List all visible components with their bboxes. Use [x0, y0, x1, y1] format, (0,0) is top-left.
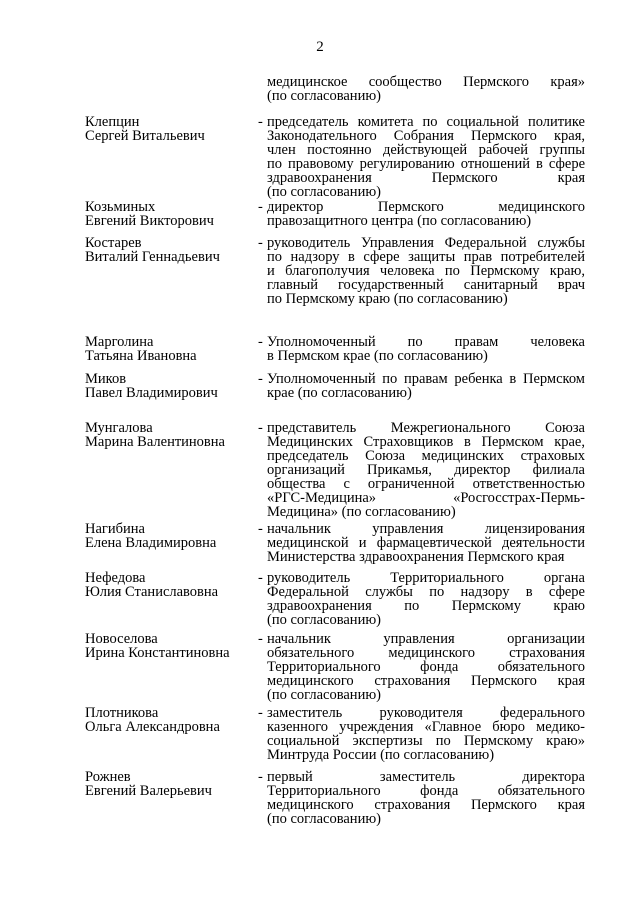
- dash-separator: -: [258, 114, 263, 130]
- text-line: правозащитного центра (по согласованию): [267, 213, 532, 229]
- text-line: общества с ограниченной ответственностью: [267, 476, 585, 492]
- member-entry: [85, 570, 585, 628]
- member-position: [267, 632, 585, 702]
- member-name: [85, 421, 255, 449]
- text-line: директор Пермского медицинского: [267, 199, 585, 215]
- text-line: Территориального фонда обязательного: [267, 659, 585, 675]
- member-entry: [85, 235, 585, 307]
- dash-separator: -: [258, 705, 263, 721]
- dash-separator: -: [258, 334, 263, 350]
- member-given-names: Павел Владимирович: [85, 385, 218, 401]
- text-line: начальник управления организации: [267, 631, 585, 647]
- member-name: [85, 236, 255, 264]
- text-line: социальной экспертизы по Пермскому краю»: [267, 733, 585, 749]
- text-line: здравоохранения по Пермскому краю: [267, 598, 585, 614]
- text-line: обязательного медицинского страхования: [267, 645, 585, 661]
- text-line: (по согласованию): [267, 612, 381, 628]
- dash-separator: -: [258, 199, 263, 215]
- text-line: казенного учреждения «Главное бюро медико-: [267, 719, 585, 735]
- member-position: [267, 236, 585, 306]
- text-line: Законодательного Собрания Пермского края,: [267, 128, 585, 144]
- text-line: и благополучия человека по Пермскому краю,: [267, 263, 585, 279]
- text-line: медицинской и фармацевтической деятельности: [267, 535, 585, 551]
- text-line: «РГС-Медицина» «Росгосстрах-Пермь-: [267, 490, 585, 506]
- text-line: председатель комитета по социальной политике: [267, 114, 585, 130]
- member-surname: Плотникова: [85, 705, 159, 721]
- text-line: медицинское сообщество Пермского края»: [267, 74, 585, 90]
- dash-separator: -: [258, 235, 263, 251]
- member-name: [85, 372, 255, 400]
- member-surname: Миков: [85, 371, 127, 387]
- member-given-names: Татьяна Ивановна: [85, 348, 197, 364]
- member-surname: Козьминых: [85, 199, 156, 215]
- dash-separator: -: [258, 570, 263, 586]
- member-given-names: Евгений Викторович: [85, 213, 214, 229]
- text-line: Министерства здравоохранения Пермского края: [267, 549, 565, 565]
- member-entry: [85, 631, 585, 703]
- text-line: крае (по согласованию): [267, 385, 412, 401]
- text-line: по надзору в сфере защиты прав потребителей: [267, 249, 585, 265]
- member-position: [267, 372, 585, 400]
- member-surname: Клепцин: [85, 114, 140, 130]
- member-name: [85, 571, 255, 599]
- member-position: [267, 421, 585, 519]
- member-name: [85, 200, 255, 228]
- text-line: Уполномоченный по правам ребенка в Пермском: [267, 371, 585, 387]
- member-given-names: Ирина Константиновна: [85, 645, 230, 661]
- member-position: [267, 335, 585, 363]
- member-surname: Костарев: [85, 235, 142, 251]
- member-entry: [85, 371, 585, 401]
- text-line: председатель Союза медицинских страховых: [267, 448, 585, 464]
- text-line: начальник управления лицензирования: [267, 521, 585, 537]
- text-line: (по согласованию): [267, 811, 381, 827]
- member-name: [85, 770, 255, 798]
- text-line: Федеральной службы по надзору в сфере: [267, 584, 585, 600]
- member-entry: [85, 334, 585, 364]
- text-line: медицинского страхования Пермского края: [267, 797, 585, 813]
- text-line: Уполномоченный по правам человека: [267, 334, 585, 350]
- text-line: Территориального фонда обязательного: [267, 783, 585, 799]
- dash-separator: -: [258, 631, 263, 647]
- text-line: (по согласованию): [267, 88, 381, 104]
- member-given-names: Елена Владимировна: [85, 535, 217, 551]
- member-surname: Новоселова: [85, 631, 158, 647]
- text-line: Медицинских Страховщиков в Пермском крае,: [267, 434, 585, 450]
- member-given-names: Ольга Александровна: [85, 719, 220, 735]
- member-given-names: Виталий Геннадьевич: [85, 249, 220, 265]
- text-line: представитель Межрегионального Союза: [267, 420, 585, 436]
- text-line: первый заместитель директора: [267, 769, 585, 785]
- text-line: организаций Прикамья, директор филиала: [267, 462, 585, 478]
- member-name: [85, 115, 255, 143]
- member-entry: [85, 114, 585, 200]
- member-position: [267, 571, 585, 627]
- text-line: в Пермском крае (по согласованию): [267, 348, 488, 364]
- text-line: главный государственный санитарный врач: [267, 277, 585, 293]
- member-name: [85, 335, 255, 363]
- member-position: [267, 522, 585, 564]
- member-name: [85, 522, 255, 550]
- continuation-text: [267, 75, 585, 103]
- member-entry: [85, 521, 585, 565]
- member-position: [267, 706, 585, 762]
- dash-separator: -: [258, 521, 263, 537]
- dash-separator: -: [258, 769, 263, 785]
- member-given-names: Юлия Станиславовна: [85, 584, 219, 600]
- member-entry: [85, 705, 585, 763]
- member-position: [267, 200, 585, 228]
- text-line: по Пермскому краю (по согласованию): [267, 291, 508, 307]
- member-entry: [85, 769, 585, 827]
- member-given-names: Сергей Витальевич: [85, 128, 205, 144]
- page-number: 2: [316, 39, 324, 55]
- text-line: руководитель Территориального органа: [267, 570, 585, 586]
- text-line: (по согласованию): [267, 184, 381, 200]
- member-position: [267, 115, 585, 199]
- text-line: заместитель руководителя федерального: [267, 705, 585, 721]
- member-position: [267, 770, 585, 826]
- member-surname: Нагибина: [85, 521, 145, 537]
- text-line: (по согласованию): [267, 687, 381, 703]
- text-line: медицинского страхования Пермского края: [267, 673, 585, 689]
- text-line: руководитель Управления Федеральной службы: [267, 235, 585, 251]
- member-surname: Нефедова: [85, 570, 146, 586]
- text-line: член постоянно действующей рабочей группы: [267, 142, 585, 158]
- text-line: здравоохранения Пермского края: [267, 170, 585, 186]
- member-entry: [85, 199, 585, 229]
- text-line: по правовому регулированию отношений в сфере: [267, 156, 585, 172]
- dash-separator: -: [258, 371, 263, 387]
- member-given-names: Евгений Валерьевич: [85, 783, 212, 799]
- member-given-names: Марина Валентиновна: [85, 434, 225, 450]
- member-surname: Мунгалова: [85, 420, 153, 436]
- text-line: Медицина» (по согласованию): [267, 504, 456, 520]
- member-surname: Рожнев: [85, 769, 131, 785]
- text-line: Минтруда России (по согласованию): [267, 747, 495, 763]
- member-name: [85, 706, 255, 734]
- member-name: [85, 632, 255, 660]
- member-entry: [85, 420, 585, 520]
- member-surname: Марголина: [85, 334, 154, 350]
- dash-separator: -: [258, 420, 263, 436]
